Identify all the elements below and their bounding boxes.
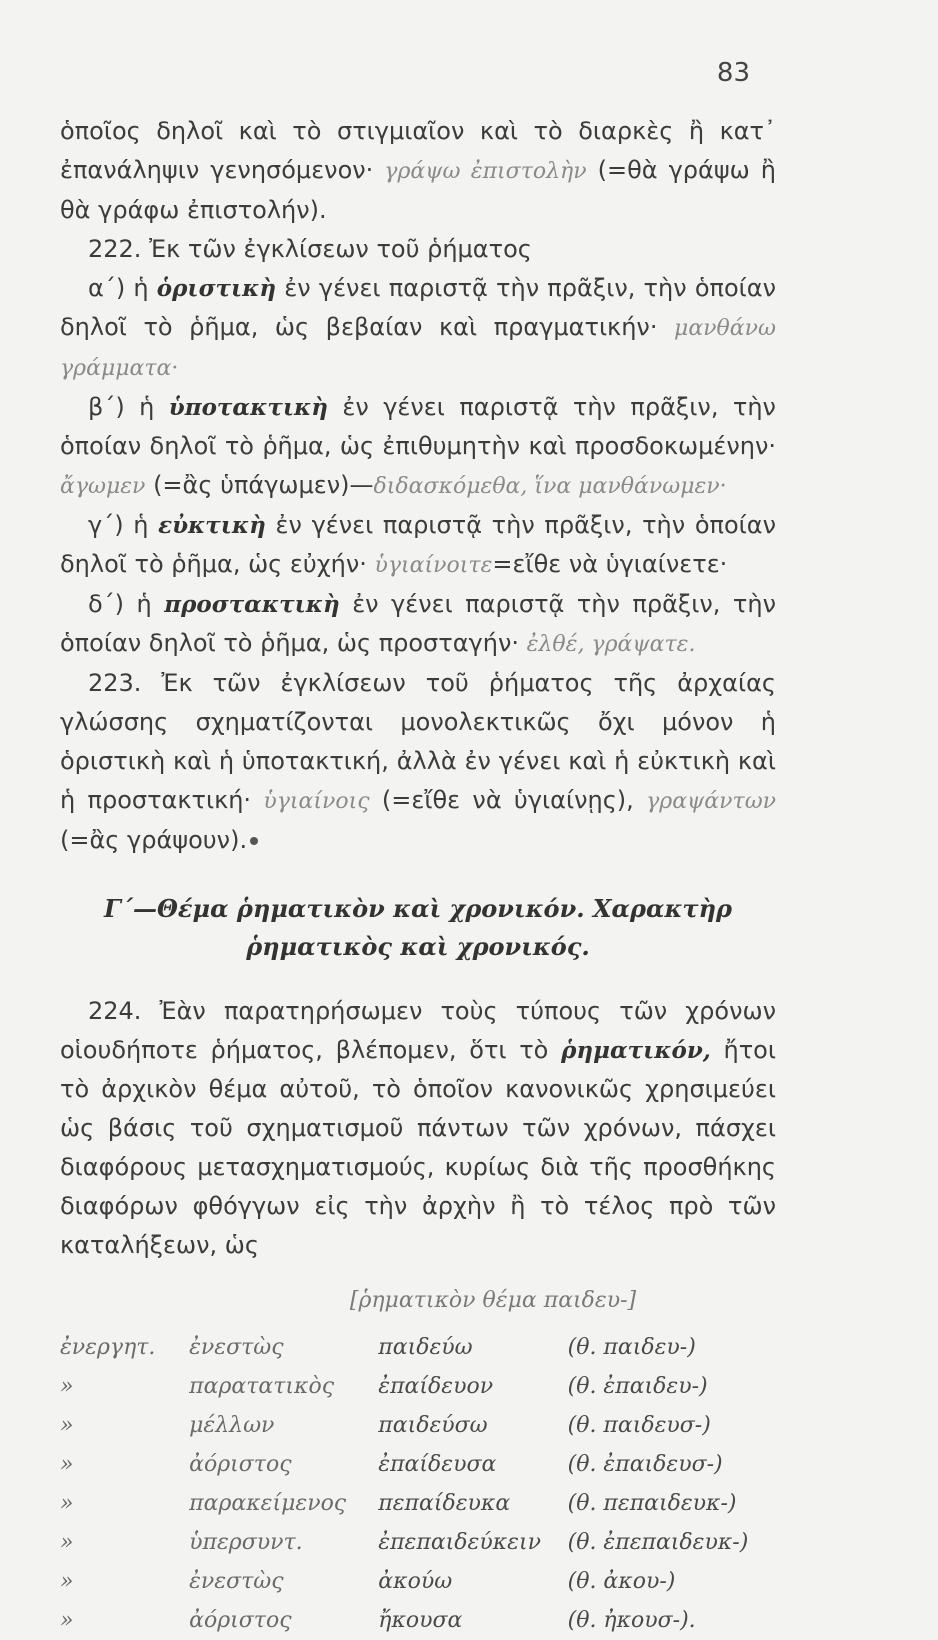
row-voice: » xyxy=(60,1491,74,1516)
item-text: ἐν γένει παριστᾷ τὴν πρᾶξιν, τὴν ὁποίαν δηλοῖ τὸ ῥῆμα, ὡς προσταγήν· xyxy=(60,590,776,657)
row-stem: (θ. παιδευσ-) xyxy=(567,1413,711,1438)
section-223-example: ὑγιαίνοις xyxy=(263,789,370,814)
row-voice: » xyxy=(60,1530,74,1555)
section-224-text: ἤτοι τὸ ἀρχικὸν θέμα αὐτοῦ, τὸ ὁποῖον κανονικῶς χρησιμεύει ὡς βάσις τοῦ σχηματισμοῦ πάντων τῶν χρόνων, πάσχει διαφόρους μετασχηματισμούς, κυρίως διὰ τῆς προσθήκης διαφόρων φθόγγων εἰς τὴν ἀρχὴν ἢ τὸ τέλος πρὸ τῶν καταλήξεων, ὡς xyxy=(60,1036,776,1259)
section-heading-line: Γ´—Θέμα ῥηματικὸν καὶ χρονικόν. Χαρακτὴρ xyxy=(103,894,732,923)
item-text: ἐν γένει παριστᾷ τὴν πρᾶξιν, τὴν ὁποίαν δηλοῖ τὸ ῥῆμα, ὡς βεβαίαν καὶ πραγματικήν· xyxy=(60,274,776,341)
item-subjunctive xyxy=(60,388,776,506)
item-example: ἐλθέ, γράψατε. xyxy=(526,632,696,657)
item-example: ἄγωμεν xyxy=(60,474,146,499)
row-tense: ἀόριστος xyxy=(189,1608,292,1633)
item-example: ὑγιαίνοιτε xyxy=(374,553,493,578)
section-heading-line: ῥηματικὸς καὶ χρονικός. xyxy=(246,932,590,961)
item-label: γ´) ἡ xyxy=(88,511,149,539)
item-label: δ´) ἡ xyxy=(88,590,152,618)
row-stem: (θ. ἐπεπαιδευκ-) xyxy=(567,1530,749,1555)
item-imperative xyxy=(60,585,776,664)
row-form: ἐπαίδευσα xyxy=(378,1452,497,1477)
item-example: μανθάνω γράμματα· xyxy=(60,316,776,381)
section-223-text: 223. Ἐκ τῶν ἐγκλίσεων τοῦ ῥήματος τῆς ἀρχαίας γλώσσης σχηματίζονται μονολεκτικῶς ὄχι μόνον ἡ ὁριστικὴ καὶ ἡ ὑποτακτική, ἀλλὰ ἐν γένει καὶ ἡ εὐκτικὴ καὶ ἡ προστακτική· xyxy=(60,669,776,814)
row-stem: (θ. ἐπαιδευσ-) xyxy=(567,1452,723,1477)
term-indicative: ὁριστικὴ xyxy=(156,275,277,302)
row-form: ἐπαίδευον xyxy=(378,1374,494,1399)
item-example: διδασκόμεθα, ἵνα μανθάνωμεν· xyxy=(373,474,727,499)
term-subjunctive: ὑποτακτικὴ xyxy=(168,394,328,421)
section-224-text: 224. Ἐὰν παρατηρήσωμεν τοὺς τύπους τῶν χρόνων οἱουδήποτε ῥήματος, βλέπομεν, ὅτι τὸ xyxy=(60,997,776,1064)
section-223-example: γραψάντων xyxy=(646,789,777,814)
section-224 xyxy=(60,992,776,1265)
item-text: ἐν γένει παριστᾷ τὴν πρᾶξιν, τὴν ὁποίαν δηλοῖ τὸ ῥῆμα, ὡς εὐχήν· xyxy=(60,511,776,578)
row-tense: ἐνεστὼς xyxy=(189,1335,284,1360)
section-heading xyxy=(60,890,776,966)
row-tense: παρακείμενος xyxy=(189,1491,347,1516)
row-voice: » xyxy=(60,1569,74,1594)
row-tense: ἐνεστὼς xyxy=(189,1569,284,1594)
term-optative: εὐκτικὴ xyxy=(158,512,266,539)
conjugation-table xyxy=(60,1328,776,1640)
item-optative xyxy=(60,506,776,585)
row-form: παιδεύω xyxy=(378,1335,473,1360)
row-stem: (θ. πεπαιδευκ-) xyxy=(567,1491,737,1516)
row-voice: » xyxy=(60,1452,74,1477)
row-stem: (θ. ἀκου-) xyxy=(567,1569,676,1594)
table-title: [ῥηματικὸν θέμα παιδευ-] xyxy=(349,1288,637,1313)
row-stem: (θ. ἠκουσ-). xyxy=(567,1608,696,1633)
row-tense: μέλλων xyxy=(189,1413,275,1438)
row-tense: παρατατικὸς xyxy=(189,1374,335,1399)
row-stem: (θ. παιδευ-) xyxy=(567,1335,696,1360)
item-gloss: (=ἂς ὑπάγωμεν)— xyxy=(153,471,374,499)
bullet-mark-icon xyxy=(250,837,258,845)
row-form: ἤκουσα xyxy=(378,1608,463,1633)
row-voice: ἐνεργητ. xyxy=(60,1335,156,1360)
table-row xyxy=(60,1562,776,1601)
table-row xyxy=(60,1445,776,1484)
item-gloss: =εἴθε νὰ ὑγιαίνετε· xyxy=(492,550,728,578)
row-form: παιδεύσω xyxy=(378,1413,488,1438)
section-223-gloss: (=ἂς γράψουν). xyxy=(60,826,248,854)
row-voice: » xyxy=(60,1374,74,1399)
section-222-heading: 222. Ἐκ τῶν ἐγκλίσεων τοῦ ῥήματος xyxy=(88,235,532,263)
table-row xyxy=(60,1523,776,1562)
item-indicative xyxy=(60,269,776,388)
table-row xyxy=(60,1328,776,1367)
row-form: πεπαίδευκα xyxy=(378,1491,511,1516)
page-number: 83 xyxy=(716,58,750,88)
row-form: ἀκούω xyxy=(378,1569,453,1594)
table-row xyxy=(60,1367,776,1406)
item-label: β´) ἡ xyxy=(88,393,155,421)
intro-text: ὁποῖος δηλοῖ καὶ τὸ στιγμιαῖον καὶ τὸ διαρκὲς ἢ κατ᾽ ἐπανάληψιν γενησόμενον· xyxy=(60,117,776,184)
section-223-gloss: (=εἴθε νὰ ὑγιαίνῃς), xyxy=(381,786,634,814)
row-tense: ὑπερσυντ. xyxy=(189,1530,303,1555)
term-verbal-stem: ῥηματικόν, xyxy=(561,1037,711,1064)
page-body xyxy=(60,112,776,1640)
table-row xyxy=(60,1406,776,1445)
intro-example: γράψω ἐπιστολὴν xyxy=(384,159,587,184)
table-row xyxy=(60,1601,776,1640)
row-tense: ἀόριστος xyxy=(189,1452,292,1477)
term-imperative: προστακτικὴ xyxy=(164,591,340,618)
item-text: ἐν γένει παριστᾷ τὴν πρᾶξιν, τὴν ὁποίαν δηλοῖ τὸ ῥῆμα, ὡς ἐπιθυμητὴν καὶ προσδοκωμένην· xyxy=(60,393,776,460)
row-stem: (θ. ἐπαιδευ-) xyxy=(567,1374,708,1399)
item-label: α´) ἡ xyxy=(88,274,149,302)
table-row xyxy=(60,1484,776,1523)
row-voice: » xyxy=(60,1413,74,1438)
section-223 xyxy=(60,664,776,860)
row-voice: » xyxy=(60,1608,74,1633)
intro-gloss: (=θὰ γράψω ἢ θὰ γράφω ἐπιστολήν). xyxy=(60,156,776,224)
row-form: ἐπεπαιδεύκειν xyxy=(378,1530,541,1555)
paragraph-intro xyxy=(60,112,776,230)
